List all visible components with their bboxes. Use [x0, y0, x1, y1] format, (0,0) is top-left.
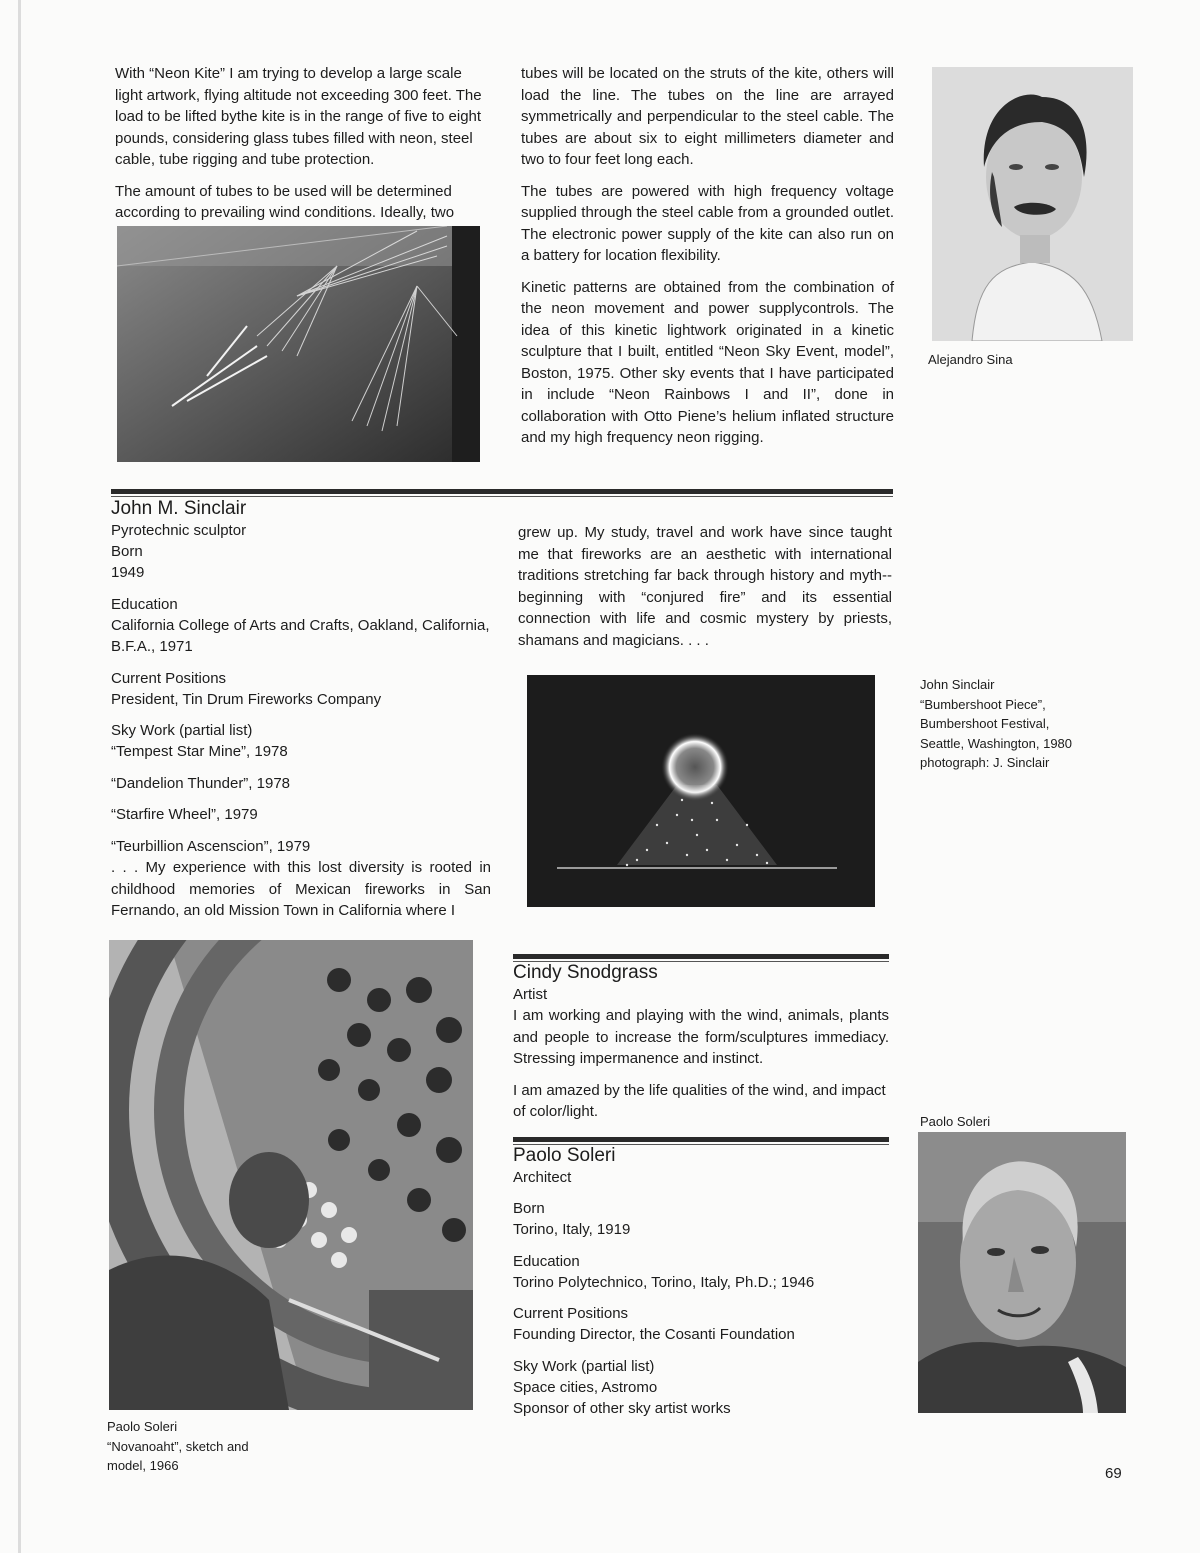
alejandro-sina-portrait [932, 67, 1133, 341]
novanoaht-model-photo [109, 940, 473, 1410]
sinclair-caption-line: John Sinclair [920, 677, 995, 692]
soleri-positions-value: Founding Director, the Cosanti Foundation [513, 1326, 795, 1343]
sinclair-statement-left: . . . My experience with this lost diversity is rooted in childhood memories of Mexican fireworks in San Fernando, an old Mission Town in California where I [111, 859, 491, 919]
page-edge-shadow [18, 0, 21, 1553]
page-number: 69 [1105, 1465, 1122, 1482]
soleri-portrait-caption: Paolo Soleri [920, 1114, 991, 1129]
sinclair-born-value: 1949 [111, 564, 145, 581]
soleri-born-value: Torino, Italy, 1919 [513, 1221, 631, 1238]
sinclair-education-label: Education [111, 595, 178, 613]
soleri-education-value: Torino Polytechnico, Torino, Italy, Ph.D.; 1946 [513, 1273, 815, 1291]
sinclair-caption-line: Bumbershoot Festival, [920, 716, 1050, 731]
sina-col2-paragraph-2: The tubes are powered with high frequency voltage supplied through the steel cable from a grounded outlet. The electronic power supply of the kite can also run on a battery for location flexibility. [521, 182, 894, 264]
sina-col1-paragraph-2: The amount of tubes to be used will be determined according to prevailing wind conditions. Ideally, two [115, 182, 455, 221]
sinclair-born-label: Born [111, 543, 143, 560]
novanoaht-caption-line: Paolo Soleri [107, 1419, 178, 1434]
sinclair-caption-line: photograph: J. Sinclair [920, 755, 1050, 770]
sinclair-education-value: California College of Arts and Crafts, Oakland, California, B.F.A., 1971 [111, 616, 490, 655]
sinclair-caption-line: “Bumbershoot Piece”, [920, 696, 1046, 712]
snodgrass-name: Cindy Snodgrass [513, 962, 658, 983]
alejandro-sina-caption: Alejandro Sina [928, 352, 1013, 367]
novanoaht-caption-line: “Novanoaht”, sketch and [107, 1438, 249, 1454]
sinclair-bio [111, 497, 491, 922]
sinclair-skywork-item: “Teurbillion Ascenscion”, 1979 [111, 837, 311, 855]
sinclair-skywork-label: Sky Work (partial list) [111, 722, 253, 739]
soleri-education-label: Education [513, 1252, 580, 1270]
sinclair-photo-caption [920, 675, 1120, 773]
sinclair-caption-line: Seattle, Washington, 1980 [920, 735, 1073, 751]
sina-column-1 [115, 63, 487, 234]
section-rule-snodgrass [513, 954, 889, 959]
sina-col2-paragraph-3: Kinetic patterns are obtained from the combination of the neon movement and power supplycontrols. The idea of this kinetic lightwork originated in a kinetic sculpture that I built, entitled “Neon Sky Event, model”, Boston, 1975. Other sky events that I have participated in include “Neon Rainbows I and II”, done in collaboration with Otto Piene’s helium inflated structure and my high frequency neon rigging. [521, 278, 894, 446]
snodgrass-role: Artist [513, 986, 548, 1003]
sinclair-skywork-item: “Dandelion Thunder”, 1978 [111, 774, 291, 792]
novanoaht-caption [107, 1417, 307, 1476]
sinclair-positions-label: Current Positions [111, 669, 227, 687]
soleri-skywork-item: Sponsor of other sky artist works [513, 1400, 731, 1417]
soleri-born-label: Born [513, 1200, 545, 1217]
snodgrass-paragraph: I am amazed by the life qualities of the wind, and impact of color/light. [513, 1081, 886, 1120]
sinclair-role: Pyrotechnic sculptor [111, 522, 247, 539]
sina-col2-paragraph-1: tubes will be located on the struts of the kite, others will load the line. The tubes on the line are arrayed symmetrically and perpendicular to the steel cable. The tubes are about six to eight millimeters diameter and two to four feet long each. [521, 65, 894, 168]
neon-kite-photo [117, 226, 480, 462]
soleri-role: Architect [513, 1169, 572, 1186]
soleri-positions-label: Current Positions [513, 1305, 629, 1322]
novanoaht-caption-line: model, 1966 [107, 1458, 179, 1473]
paolo-soleri-portrait [918, 1132, 1126, 1413]
sinclair-positions-value: President, Tin Drum Fireworks Company [111, 690, 382, 708]
snodgrass-paragraph: I am working and playing with the wind, animals, plants and people to increase the form/sculptures immediacy. Stressing impermanence and instinct. [513, 1007, 889, 1067]
section-rule-sinclair [111, 489, 893, 494]
sinclair-statement-right: grew up. My study, travel and work have since taught me that fireworks are an aesthetic with international traditions stretching far back through history and myth--beginning with “conjured fire” and its essential connection with life and cosmic mystery by priests, shamans and magicians. . . . [518, 524, 892, 649]
soleri-bio [513, 1144, 889, 1420]
section-rule-soleri [513, 1137, 889, 1142]
snodgrass-bio [513, 961, 889, 1133]
sinclair-skywork-item: “Tempest Star Mine”, 1978 [111, 743, 288, 760]
sinclair-skywork-item: “Starfire Wheel”, 1979 [111, 806, 258, 823]
soleri-skywork-label: Sky Work (partial list) [513, 1357, 655, 1375]
soleri-name: Paolo Soleri [513, 1145, 616, 1166]
bumbershoot-fireworks-photo [527, 675, 875, 907]
sinclair-name: John M. Sinclair [111, 498, 247, 519]
soleri-skywork-item: Space cities, Astromo [513, 1378, 658, 1396]
sina-col1-paragraph-1: With “Neon Kite” I am trying to develop a large scale light artwork, flying altitude not exceeding 300 feet. The load to be lifted bythe kite is in the range of five to eight pounds, considering glass tubes filled with neon, steel cable, tube rigging and tube protection. [115, 65, 482, 168]
sina-column-2 [521, 63, 894, 459]
